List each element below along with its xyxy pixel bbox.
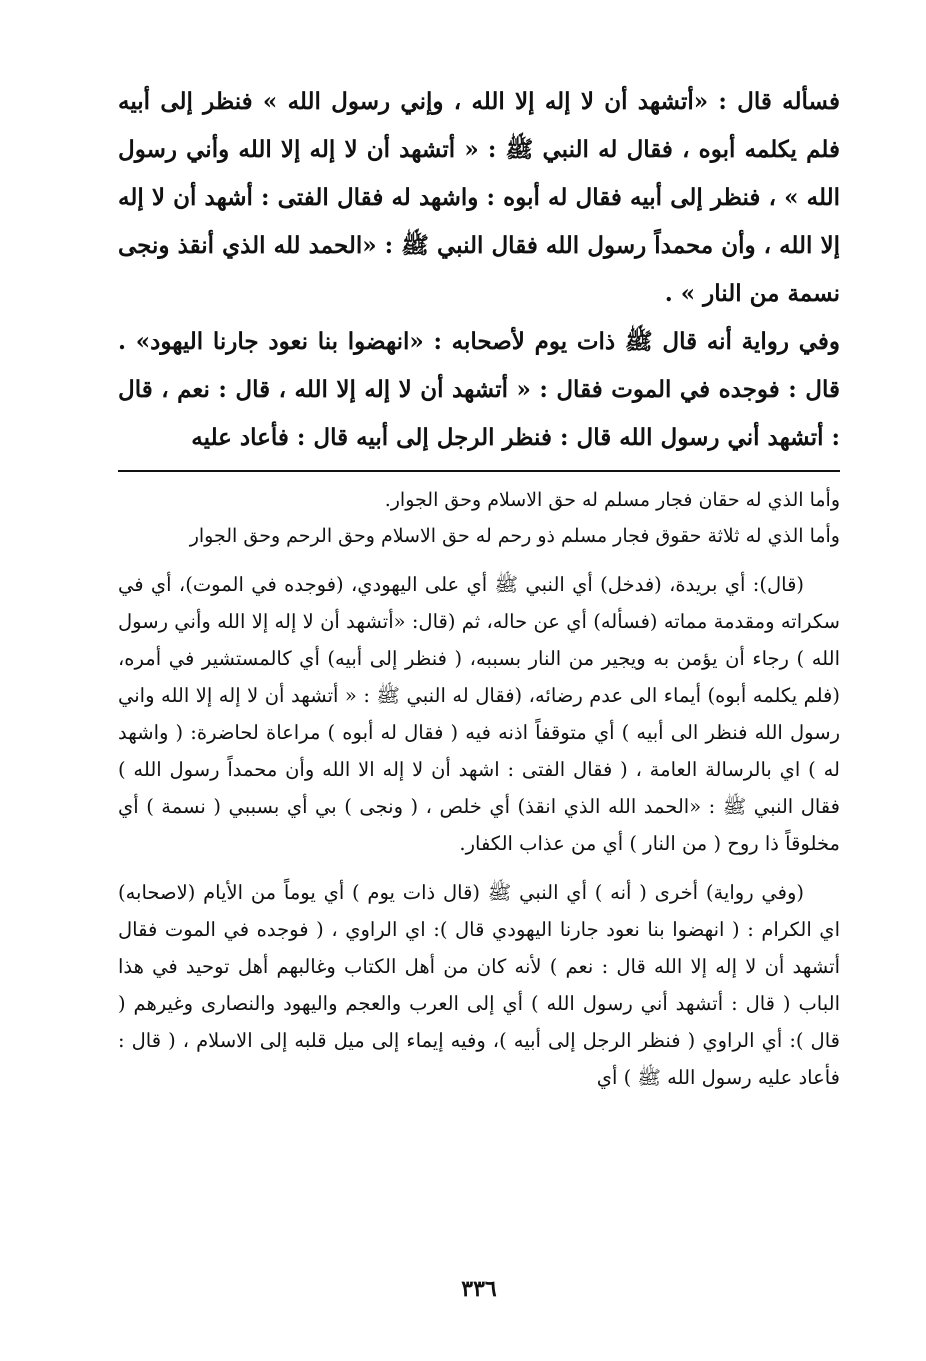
document-page [118, 78, 840, 1318]
footnote-divider [118, 470, 840, 472]
main-text [118, 78, 840, 462]
footnote [118, 482, 840, 554]
footnote-line-1: وأما الذي له حقان فجار مسلم له حق الاسلام وحق الجوار. [384, 489, 840, 511]
commentary-paragraph-1: (قال): أي بريدة، (فدخل) أي النبي ﷺ أي على اليهودي، (فوجده في الموت)، أي في سكراته ومقدمة مماته (فسأله) أي عن حاله، ثم (قال: «أتشهد أن لا إله إلا الله وأني رسول الله ) رجاء أن يؤمن به ويجير من النار بسببه، ( فنظر إلى أبيه) أي كالمستشير في أمره، (فلم يكلمه أبوه) أيماء الى عدم رضائه، (فقال له النبي ﷺ : « أتشهد أن لا إله إلا الله واني رسول الله فنظر الى أبيه ) أي متوقفاً اذنه فيه ( فقال له أبوه ) مراعاة لحاضرة: ( واشهد له ) اي بالرسالة العامة ، ( فقال الفتى : اشهد أن لا إله الا الله وأن محمداً رسول الله ) فقال النبي ﷺ : «الحمد الله الذي انقذ) أي خلص ، ( ونجى ) بي أي بسببي ( نسمة ) أي مخلوقاً ذا روح ( من النار ) أي من عذاب الكفار. [118, 573, 840, 855]
commentary-paragraph-2: (وفي رواية) أخرى ( أنه ) أي النبي ﷺ (قال ذات يوم ) أي يوماً من الأيام (لاصحابه) اي الكرام : ( انهضوا بنا نعود جارنا اليهودي قال ): اي الراوي ، ( فوجده في الموت فقال أتشهد أن لا إله إلا الله قال : نعم ) لأنه كان من أهل الكتاب وغالبهم أهل توحيد في هذا الباب ( قال : أتشهد أني رسول الله ) أي إلى العرب والعجم واليهود والنصارى وغيرهم ( قال ): أي الراوي ( فنظر الرجل إلى أبيه )، وفيه إيماء إلى ميل قلبه إلى الاسلام ، ( قال : فأعاد عليه رسول الله ﷺ ) أي [118, 881, 840, 1089]
commentary [118, 566, 840, 1096]
main-paragraph-1: فسأله قال : «أتشهد أن لا إله إلا الله ، وإني رسول الله » فنظر إلى أبيه فلم يكلمه أبوه ، فقال له النبي ﷺ : « أتشهد أن لا إله إلا الله وأني رسول الله » ، فنظر إلى أبيه فقال له أبوه : واشهد له فقال الفتى : أشهد أن لا إله إلا الله ، وأن محمداً رسول الله فقال النبي ﷺ : «الحمد لله الذي أنقذ ونجى نسمة من النار » . [118, 88, 840, 307]
main-paragraph-2: وفي رواية أنه قال ﷺ ذات يوم لأصحابه : «انهضوا بنا نعود جارنا اليهود» . قال : فوجده في الموت فقال : « أتشهد أن لا إله إلا الله ، قال : نعم ، قال : أتشهد أني رسول الله قال : فنظر الرجل إلى أبيه قال : فأعاد عليه [118, 328, 840, 451]
footnote-line-2: وأما الذي له ثلاثة حقوق فجار مسلم ذو رحم له حق الاسلام وحق الرحم وحق الجوار [189, 525, 840, 547]
page-number: ٣٣٦ [461, 1276, 497, 1302]
